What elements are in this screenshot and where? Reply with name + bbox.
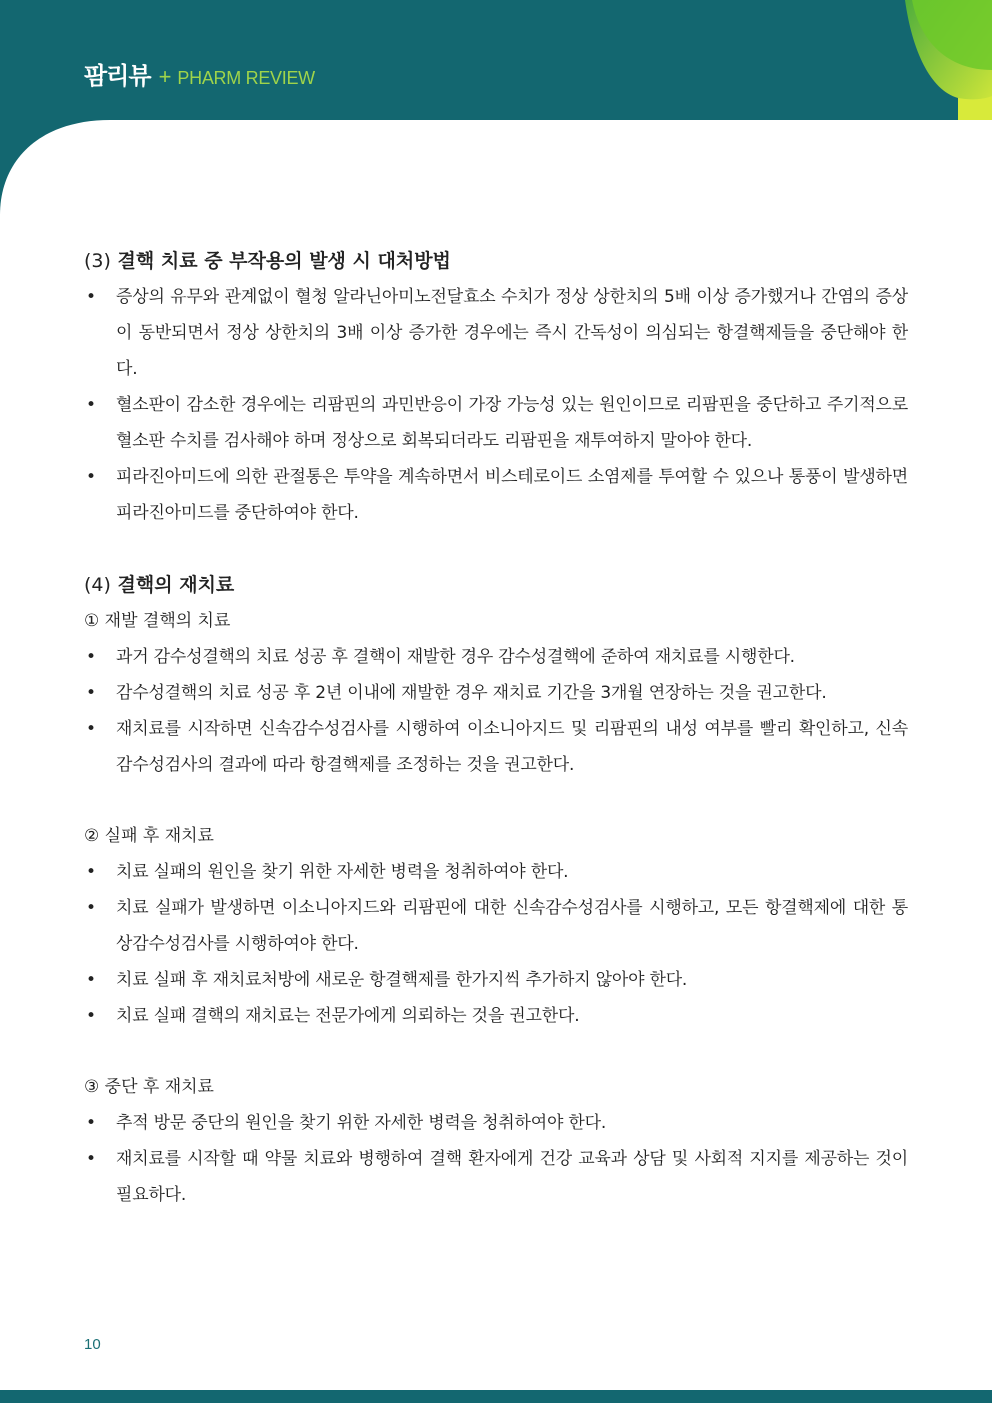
bullet: • xyxy=(86,1113,96,1133)
subsection-interruption-title: ③ 중단 후 재치료 xyxy=(84,1077,214,1097)
bullet: • xyxy=(86,1149,96,1169)
bullet: • xyxy=(86,467,96,487)
list-item-text: 추적 방문 중단의 원인을 찾기 위한 자세한 병력을 청취하여야 한다. xyxy=(116,1113,607,1133)
list-item-text: 치료 실패의 원인을 찾기 위한 자세한 병력을 청취하여야 한다. xyxy=(116,862,569,882)
bullet: • xyxy=(86,970,96,990)
section-4-title xyxy=(84,567,908,603)
list-item-text: 재치료를 시작할 때 약물 치료와 병행하여 결핵 환자에게 건강 교육과 상담 및 사회적 지지를 제공하는 것이 필요하다. xyxy=(116,1149,908,1205)
spacer xyxy=(84,783,908,818)
spacer xyxy=(84,1034,908,1069)
section-3-list xyxy=(84,279,908,531)
subsection-failure-list xyxy=(84,854,908,1034)
section-3-title xyxy=(84,243,908,279)
list-item-text: 재치료를 시작하면 신속감수성검사를 시행하여 이소니아지드 및 리팜핀의 내성 여부를 빨리 확인하고, 신속감수성검사의 결과에 따라 항결핵제를 조정하는 것을 권고한다. xyxy=(116,719,908,775)
section-number: (3) xyxy=(84,250,111,272)
list-item-text: 감수성결핵의 치료 성공 후 2년 이내에 재발한 경우 재치료 기간을 3개월 연장하는 것을 권고한다. xyxy=(116,683,827,703)
list-item xyxy=(84,1141,908,1213)
subsection-interruption-list xyxy=(84,1105,908,1213)
list-item-text: 피라진아미드에 의한 관절통은 투약을 계속하면서 비스테로이드 소염제를 투여할 수 있으나 통풍이 발생하면 피라진아미드를 중단하여야 한다. xyxy=(116,467,908,523)
brand-logo xyxy=(84,56,315,90)
list-item xyxy=(84,962,908,998)
bullet: • xyxy=(86,898,96,918)
spacer xyxy=(84,531,908,567)
list-item-text: 치료 실패 후 재치료처방에 새로운 항결핵제를 한가지씩 추가하지 않아야 한다. xyxy=(116,970,688,990)
brand-plus: + xyxy=(158,64,172,89)
page-number: 10 xyxy=(84,1336,101,1353)
article-body xyxy=(84,243,908,1213)
bullet: • xyxy=(86,683,96,703)
subsection-relapse-list xyxy=(84,639,908,783)
bullet: • xyxy=(86,395,96,415)
list-item-text: 치료 실패가 발생하면 이소니아지드와 리팜핀에 대한 신속감수성검사를 시행하고, 모든 항결핵제에 대한 통상감수성검사를 시행하여야 한다. xyxy=(116,898,908,954)
bullet: • xyxy=(86,647,96,667)
brand-english: PHARM REVIEW xyxy=(177,68,315,88)
footer-bar xyxy=(0,1390,992,1403)
section-title-text: 결핵의 재치료 xyxy=(117,574,235,596)
subsection-failure-title: ② 실패 후 재치료 xyxy=(84,826,214,846)
bullet: • xyxy=(86,719,96,739)
list-item xyxy=(84,1105,908,1141)
list-item xyxy=(84,675,908,711)
bullet: • xyxy=(86,862,96,882)
list-item xyxy=(84,387,908,459)
list-item xyxy=(84,639,908,675)
list-item xyxy=(84,890,908,962)
list-item-text: 증상의 유무와 관계없이 혈청 알라닌아미노전달효소 수치가 정상 상한치의 5배 이상 증가했거나 간염의 증상이 동반되면서 정상 상한치의 3배 이상 증가한 경우에는 즉시 간독성이 의심되는 항결핵제들을 중단해야 한다. xyxy=(116,287,908,379)
section-title-text: 결핵 치료 중 부작용의 발생 시 대처방법 xyxy=(117,250,451,272)
list-item-text: 치료 실패 결핵의 재치료는 전문가에게 의뢰하는 것을 권고한다. xyxy=(116,1006,580,1026)
brand-korean: 팜리뷰 xyxy=(84,62,151,90)
list-item-text: 혈소판이 감소한 경우에는 리팜핀의 과민반응이 가장 가능성 있는 원인이므로 리팜핀을 중단하고 주기적으로 혈소판 수치를 검사해야 하며 정상으로 회복되더라도 리팜핀을 재투여하지 말아야 한다. xyxy=(116,395,908,451)
header-banner xyxy=(0,0,992,230)
list-item-text: 과거 감수성결핵의 치료 성공 후 결핵이 재발한 경우 감수성결핵에 준하여 재치료를 시행한다. xyxy=(116,647,795,667)
subsection-relapse-title: ① 재발 결핵의 치료 xyxy=(84,611,231,631)
list-item xyxy=(84,854,908,890)
list-item xyxy=(84,711,908,783)
list-item xyxy=(84,279,908,387)
bullet: • xyxy=(86,287,96,307)
list-item xyxy=(84,459,908,531)
bullet: • xyxy=(86,1006,96,1026)
list-item xyxy=(84,998,908,1034)
section-number: (4) xyxy=(84,574,111,596)
